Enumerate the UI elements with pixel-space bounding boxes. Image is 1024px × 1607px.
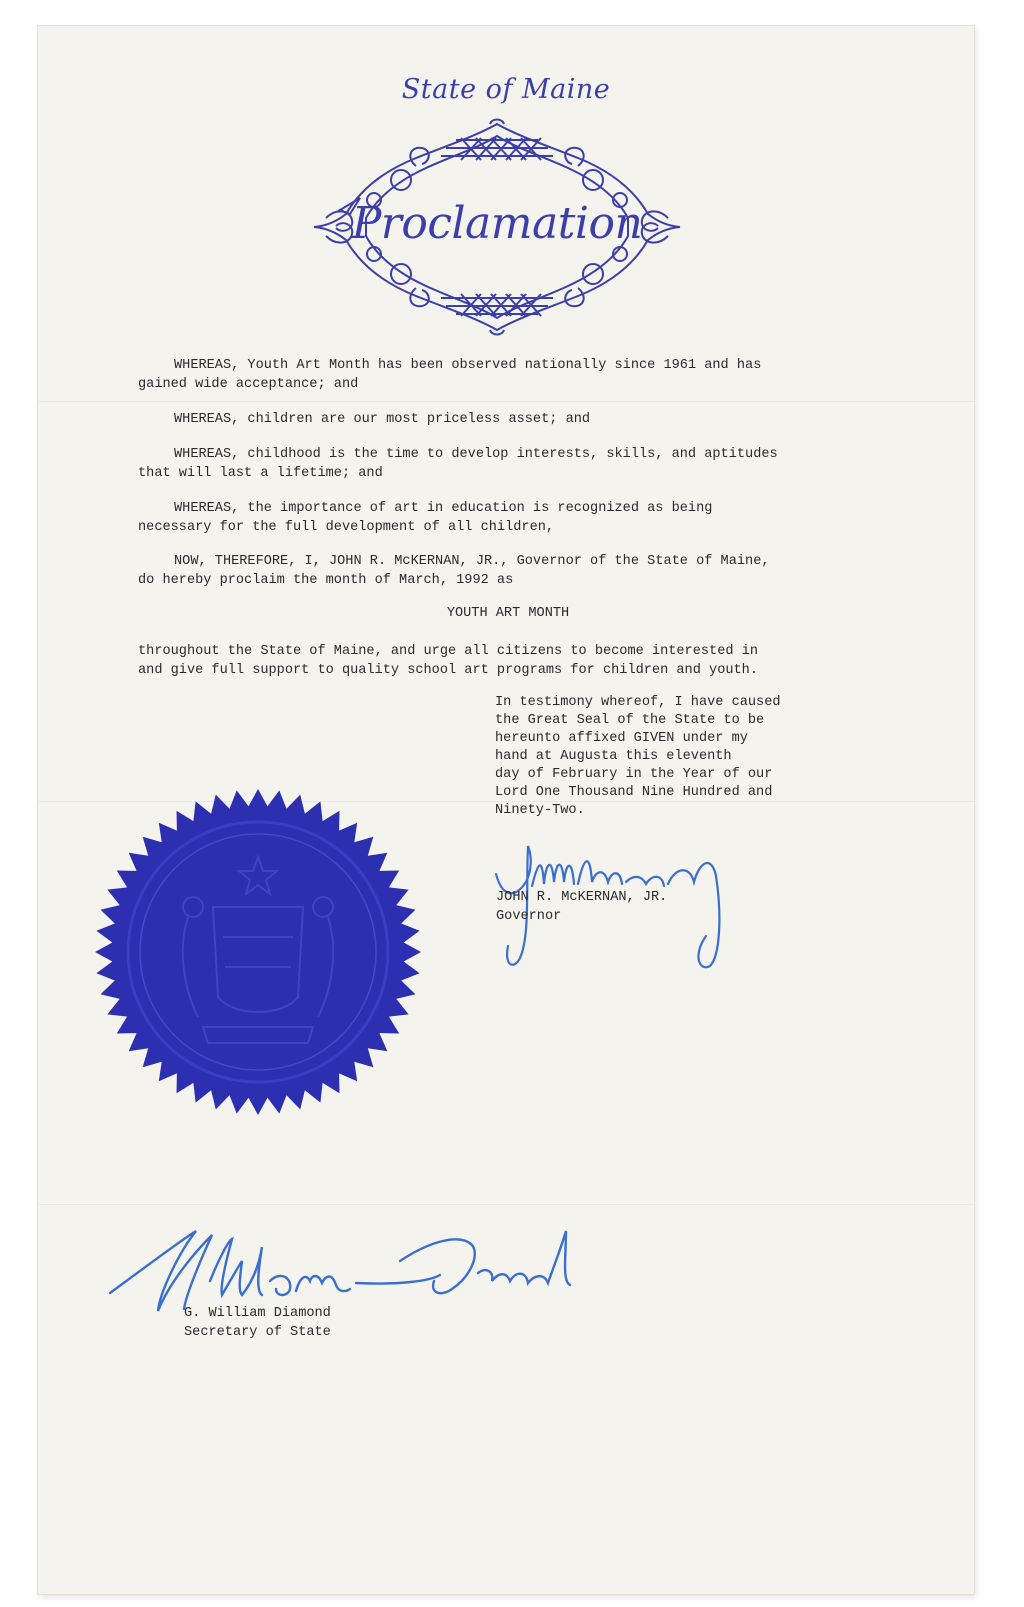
secretary-title: Secretary of State bbox=[184, 1325, 331, 1340]
testimony-line: Ninety-Two. bbox=[495, 803, 585, 818]
proclaimed-title: YOUTH ART MONTH bbox=[446, 606, 570, 621]
governor-name-block bbox=[496, 888, 667, 926]
whereas-paragraph: WHEREAS, childhood is the time to develop interests, skills, and aptitudes that will last a lifetime; and bbox=[138, 447, 778, 481]
testimony-line: hereunto affixed GIVEN under my bbox=[495, 731, 748, 746]
whereas-paragraph: WHEREAS, children are our most priceless asset; and bbox=[174, 412, 591, 427]
state-seal bbox=[93, 787, 423, 1117]
governor-name: JOHN R. McKERNAN, JR. bbox=[496, 890, 668, 905]
paper-fold bbox=[38, 401, 974, 403]
proclamation-sheet bbox=[38, 26, 974, 1594]
testimony-line: hand at Augusta this eleventh bbox=[495, 749, 732, 764]
state-heading: State of Maine bbox=[401, 74, 611, 105]
testimony-line: the Great Seal of the State to be bbox=[495, 713, 765, 728]
proclamation-title: Proclamation bbox=[351, 198, 643, 249]
testimony-line: day of February in the Year of our bbox=[495, 767, 773, 782]
whereas-paragraph: WHEREAS, Youth Art Month has been observed nationally since 1961 and has gained wide acceptance; and bbox=[138, 358, 762, 392]
secretary-name-block bbox=[184, 1304, 331, 1342]
testimony-block bbox=[495, 694, 835, 820]
therefore-paragraph: NOW, THEREFORE, I, JOHN R. McKERNAN, JR., Governor of the State of Maine, do hereby proclaim the month of March, 1992 as bbox=[138, 554, 770, 588]
secretary-name: G. William Diamond bbox=[184, 1306, 331, 1321]
paper-fold bbox=[38, 1204, 974, 1206]
whereas-paragraph: WHEREAS, the importance of art in education is recognized as being necessary for the full development of all children, bbox=[138, 501, 713, 535]
secretary-signature bbox=[100, 1211, 600, 1321]
closing-paragraph: throughout the State of Maine, and urge all citizens to become interested in and give full support to quality school art programs for children and youth. bbox=[138, 644, 758, 678]
governor-title: Governor bbox=[496, 909, 562, 924]
testimony-line: In testimony whereof, I have caused bbox=[495, 695, 781, 710]
testimony-line: Lord One Thousand Nine Hundred and bbox=[495, 785, 773, 800]
